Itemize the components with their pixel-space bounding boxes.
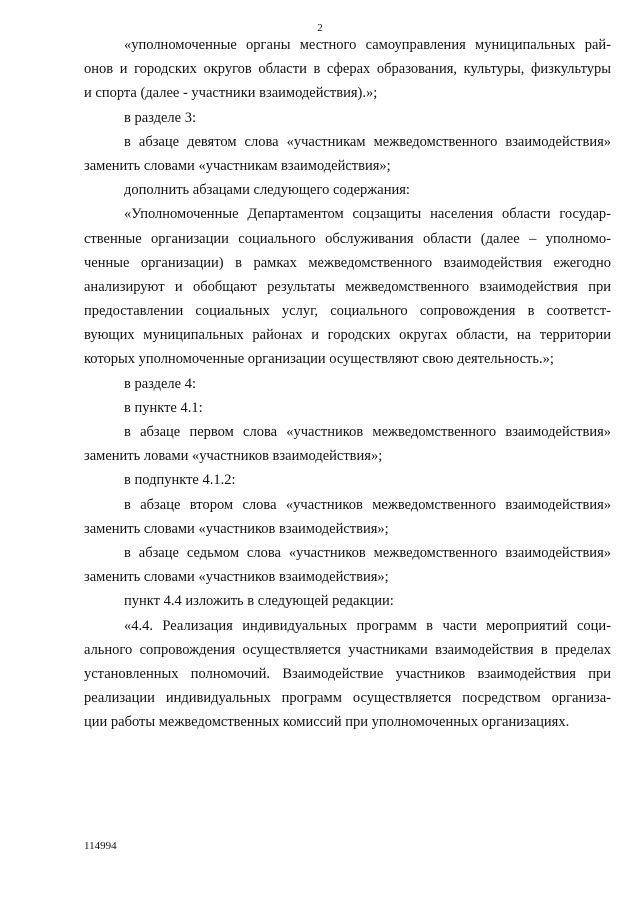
- document-code: 114994: [84, 840, 117, 852]
- text-line: в разделе 3:: [124, 109, 197, 126]
- text-line: пункт 4.4 изложить в следующей редакции:: [124, 593, 394, 610]
- text-line: в подпункте 4.1.2:: [124, 472, 236, 489]
- text-line: заменить словами «участников взаимодействия»;: [84, 520, 389, 537]
- text-line: которых уполномоченные организации осуществляют свою деятельность.»;: [84, 351, 554, 368]
- text-line: ального сопровождения осуществляется участниками взаимодействия в пределах: [84, 641, 611, 658]
- text-line: в пункте 4.1:: [124, 399, 203, 416]
- text-line: заменить ловами «участников взаимодействия»;: [84, 448, 383, 465]
- text-line: установленных полномочий. Взаимодействие участников взаимодействия при: [84, 665, 611, 682]
- text-line: вующих муниципальных районах и городских округах области, на территории: [84, 327, 611, 344]
- text-line: «4.4. Реализация индивидуальных программ в части мероприятий соци-: [124, 617, 611, 634]
- text-line: ственные организации социального обслуживания области (далее – уполномо-: [84, 230, 611, 247]
- text-line: в разделе 4:: [124, 375, 197, 392]
- text-line: дополнить абзацами следующего содержания:: [124, 182, 410, 199]
- text-line: «уполномоченные органы местного самоуправления муниципальных рай-: [124, 37, 611, 53]
- text-line: в абзаце седьмом слова «участников межведомственного взаимодействия»: [124, 544, 611, 561]
- text-line: ции работы межведомственных комиссий при уполномоченных организациях.: [84, 714, 570, 731]
- text-line: «Уполномоченные Департаментом соцзащиты населения области государ-: [124, 206, 611, 223]
- document-body: [84, 33, 611, 734]
- text-line: предоставлении социальных услуг, социального сопровождения в соответст-: [84, 303, 611, 320]
- text-line: в абзаце втором слова «участников межведомственного взаимодействия»: [124, 496, 611, 513]
- text-line: в абзаце девятом слова «участникам межведомственного взаимодействия»: [124, 133, 611, 150]
- text-line: и спорта (далее - участники взаимодействия).»;: [84, 85, 378, 102]
- page-number: 2: [317, 22, 323, 34]
- text-line: ченные организации) в рамках межведомственного взаимодействия ежегодно: [84, 254, 611, 271]
- text-line: реализации индивидуальных программ осуществляется посредством организа-: [84, 690, 611, 707]
- text-line: в абзаце первом слова «участников межведомственного взаимодействия»: [124, 424, 611, 440]
- text-line: онов и городских округов области в сферах образования, культуры, физкультуры: [84, 61, 611, 78]
- text-line: анализируют и обобщают результаты межведомственного взаимодействия при: [84, 278, 611, 295]
- text-line: заменить словами «участникам взаимодействия»;: [84, 157, 391, 174]
- text-line: заменить словами «участников взаимодействия»;: [84, 569, 389, 586]
